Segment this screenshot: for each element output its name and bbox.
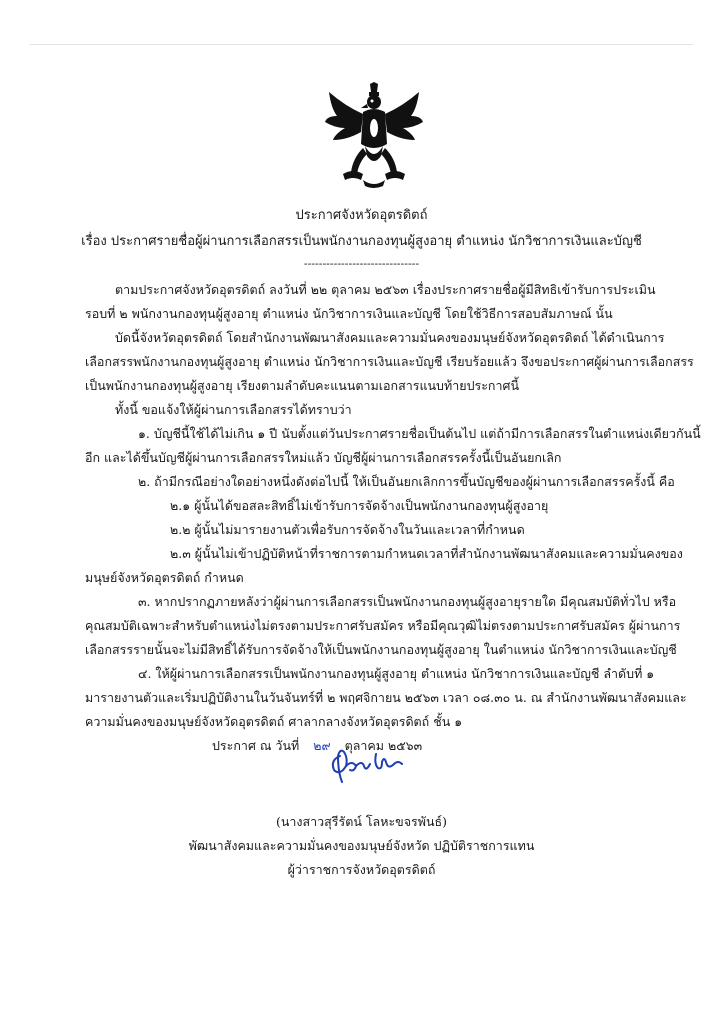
- announcement-subject: เรื่อง ประกาศรายชื่อผู้ผ่านการเลือกสรรเป็นพนักงานกองทุนผู้สูงอายุ ตำแหน่ง นักวิชาการเงินและบัญชี: [81, 234, 642, 249]
- signatory-position-2: ผู้ว่าราชการจังหวัดอุตรดิตถ์: [287, 862, 436, 877]
- paragraph-2-line-2: เลือกสรรพนักงานกองทุนผู้สูงอายุ ตำแหน่ง นักวิชาการเงินและบัญชี เรียบร้อยแล้ว จึงขอประกาศผู้ผ่านการเลือกสรร: [85, 354, 694, 369]
- item-4-line-3: ความมั่นคงของมนุษย์จังหวัดอุตรดิตถ์ ศาลากลางจังหวัดอุตรดิตถ์ ชั้น ๑: [85, 714, 463, 729]
- announce-prefix: ประกาศ ณ วันที่: [212, 738, 300, 753]
- handwritten-signature-icon: [326, 742, 406, 786]
- item-4-line-1: ๔. ให้ผู้ผ่านการเลือกสรรเป็นพนักงานกองทุนผู้สูงอายุ ตำแหน่ง นักวิชาการเงินและบัญชี ลำดับที่ ๑: [138, 666, 655, 681]
- item-1-line-1: ๑. บัญชีนี้ใช้ได้ไม่เกิน ๑ ปี นับตั้งแต่วันประกาศรายชื่อเป็นต้นไป แต่ถ้ามีการเลือกสรรในตำแหน่งเดียวกันนี้: [138, 426, 701, 441]
- item-2-3-line-1: ๒.๓ ผู้นั้นไม่เข้าปฏิบัติหน้าที่ราชการตามกำหนดเวลาที่สำนักงานพัฒนาสังคมและความมั่นคงของ: [170, 546, 683, 561]
- paragraph-3: ทั้งนี้ ขอแจ้งให้ผู้ผ่านการเลือกสรรได้ทราบว่า: [115, 402, 352, 417]
- item-2-3-line-2: มนุษย์จังหวัดอุตรดิตถ์ กำหนด: [85, 570, 244, 585]
- paragraph-2-line-3: เป็นพนักงานกองทุนผู้สูงอายุ เรียงตามลำดับคะแนนตามเอกสารแนบท้ายประกาศนี้: [85, 378, 519, 393]
- signatory-position-1: พัฒนาสังคมและความมั่นคงของมนุษย์จังหวัด ปฏิบัติราชการแทน: [188, 838, 535, 853]
- signatory-name: (นางสาวสุรีรัตน์ โลหะขจรพันธ์): [275, 814, 448, 829]
- paragraph-2-line-1: บัดนี้จังหวัดอุตรดิตถ์ โดยสำนักงานพัฒนาสังคมและความมั่นคงของมนุษย์จังหวัดอุตรดิตถ์ ได้ดำเนินการ: [115, 330, 665, 345]
- garuda-emblem-icon: [323, 82, 425, 188]
- item-2-1: ๒.๑ ผู้นั้นได้ขอสละสิทธิ์ไม่เข้ารับการจัดจ้างเป็นพนักงานกองทุนผู้สูงอายุ: [170, 498, 549, 513]
- paragraph-1-line-2: รอบที่ ๒ พนักงานกองทุนผู้สูงอายุ ตำแหน่ง นักวิชาการเงินและบัญชี โดยใช้วิธีการสอบสัมภาษณ์ นั้น: [85, 306, 613, 321]
- paragraph-1-line-1: ตามประกาศจังหวัดอุตรดิตถ์ ลงวันที่ ๒๒ ตุลาคม ๒๕๖๓ เรื่องประกาศรายชื่อผู้มีสิทธิเข้ารับการประเมิน: [115, 282, 656, 297]
- item-3-line-1: ๓. หากปรากฏภายหลังว่าผู้ผ่านการเลือกสรรเป็นพนักงานกองทุนผู้สูงอายุรายใด มีคุณสมบัติทั่วไป หรือ: [138, 594, 677, 609]
- announce-day: ๒๙: [313, 738, 331, 753]
- announcement-title: ประกาศจังหวัดอุตรดิตถ์: [295, 208, 428, 223]
- divider-dashes: -------------------------------: [303, 257, 420, 270]
- announce-month-year: ตุลาคม ๒๕๖๓: [344, 738, 423, 753]
- item-3-line-3: เลือกสรรรายนั้นจะไม่มีสิทธิ์ได้รับการจัดจ้างให้เป็นพนักงานกองทุนผู้สูงอายุ ในตำแหน่ง นักวิชาการเงินและบัญชี: [85, 642, 677, 657]
- item-4-line-2: มารายงานตัวและเริ่มปฏิบัติงานในวันจันทร์ที่ ๒ พฤศจิกายน ๒๕๖๓ เวลา ๐๘.๓๐ น. ณ สำนักงานพัฒนาสังคมและ: [85, 690, 687, 705]
- item-2: ๒. ถ้ามีกรณีอย่างใดอย่างหนึ่งดังต่อไปนี้ ให้เป็นอันยกเลิกการขึ้นบัญชีของผู้ผ่านการเลือกสรรครั้งนี้ คือ: [138, 474, 675, 489]
- item-2-2: ๒.๒ ผู้นั้นไม่มารายงานตัวเพื่อรับการจัดจ้างในวันและเวลาที่กำหนด: [170, 522, 525, 537]
- scan-artifact-line: [30, 44, 693, 45]
- item-1-line-2: อีก และได้ขึ้นบัญชีผู้ผ่านการเลือกสรรใหม่แล้ว บัญชีผู้ผ่านการเลือกสรรครั้งนี้เป็นอันยกเลิก: [85, 450, 562, 465]
- item-3-line-2: คุณสมบัติเฉพาะสำหรับตำแหน่งไม่ตรงตามประกาศรับสมัคร หรือมีคุณวุฒิไม่ตรงตามประกาศรับสมัคร ผู้ผ่านการ: [85, 618, 681, 633]
